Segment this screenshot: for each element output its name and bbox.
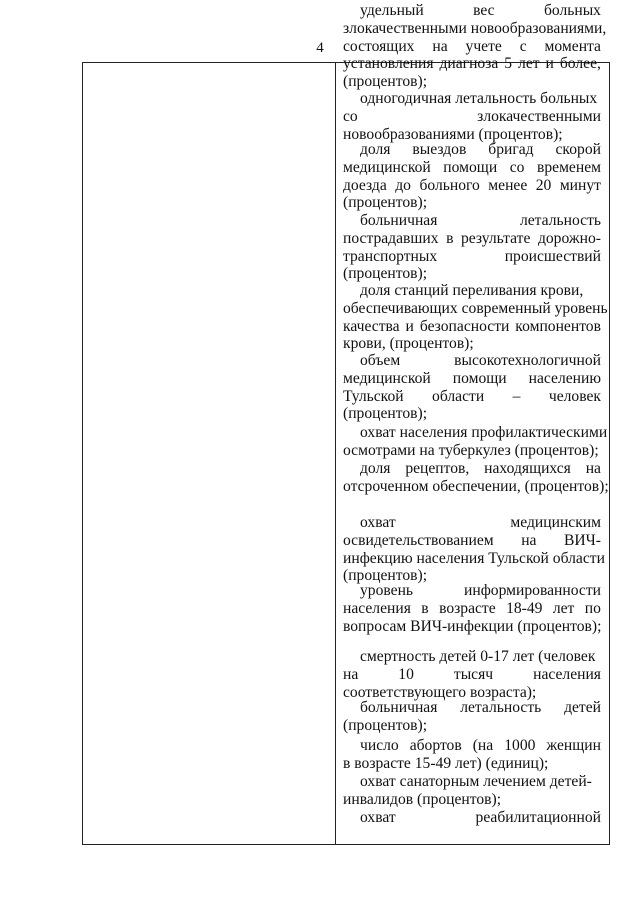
word: инфекцию населения Тульской области [343, 549, 605, 567]
word: охват населения профилактическими [360, 424, 608, 441]
text-line [343, 737, 601, 755]
text-line [343, 2, 601, 20]
word: со [343, 107, 358, 125]
indicator-item [343, 737, 601, 773]
word: отсроченном обеспечении, (процентов); [343, 477, 609, 495]
text-line [343, 717, 601, 735]
word: транспортных [343, 247, 438, 265]
word: и [405, 317, 414, 335]
indicator-item [343, 141, 601, 212]
word: компонентов [515, 317, 601, 335]
word: населению [528, 369, 601, 387]
word: охват [360, 514, 396, 531]
indicator-item [343, 648, 601, 701]
word: доля [360, 141, 391, 158]
word: новообразованиями (процентов); [343, 125, 563, 143]
word: соответствующего возраста); [343, 683, 537, 701]
word: объем [360, 352, 401, 369]
indicator-item [343, 514, 605, 585]
word: лет [518, 55, 540, 73]
text-line [343, 442, 601, 460]
word: момента [544, 37, 601, 55]
word: больничная [360, 699, 438, 716]
word: высокотехнологичной [454, 352, 601, 369]
word: 18-49 [506, 599, 543, 617]
word: освидетельствованием [343, 531, 494, 549]
text-line [343, 773, 601, 791]
word: на [432, 37, 448, 55]
indicator-item [343, 582, 601, 635]
word: инвалидов (процентов); [343, 790, 502, 808]
word: одногодичная летальность больных [360, 90, 598, 107]
word: женщин [546, 737, 601, 754]
text-line [343, 19, 607, 38]
word: доля [360, 460, 391, 477]
word: населения [343, 599, 411, 617]
word: помощи [443, 158, 498, 176]
text-line [343, 791, 601, 809]
word: выездов [412, 141, 467, 158]
indicator-item [343, 90, 601, 143]
word: (процентов); [343, 73, 428, 91]
text-line [343, 370, 601, 388]
text-line [343, 424, 608, 442]
word: число [360, 737, 399, 754]
text-line [343, 212, 601, 230]
word: осмотрами на туберкулез (процентов); [343, 441, 599, 459]
text-line [343, 666, 601, 684]
text-line [343, 699, 601, 717]
word: (на [472, 737, 494, 754]
word: возрасте [439, 599, 496, 617]
indicator-item [343, 460, 609, 496]
word: (процентов); [343, 265, 428, 283]
word: реабилитационной [475, 809, 601, 826]
text-line [343, 460, 601, 478]
word: доезда [343, 176, 387, 194]
word: более, [559, 55, 601, 73]
word: 1000 [504, 737, 536, 754]
word: доля станций переливания крови, [360, 282, 584, 299]
text-line [343, 600, 601, 618]
word: временем [536, 158, 601, 176]
word: вопросам ВИЧ-инфекции (процентов); [343, 617, 602, 635]
word: рецептов, [405, 460, 470, 477]
text-line [343, 108, 601, 126]
word: состоящих [343, 37, 415, 55]
text-line [343, 755, 601, 773]
text-line [343, 648, 601, 666]
word: ВИЧ- [564, 531, 601, 549]
text-line [343, 582, 601, 600]
word: обеспечивающих современный уровень [343, 299, 608, 317]
indicator-item [343, 212, 601, 283]
text-line [343, 809, 601, 827]
word: качества [343, 317, 400, 335]
word: охват [360, 809, 396, 826]
indicator-item [343, 2, 607, 91]
document-table [82, 2, 610, 845]
word: бригад [488, 141, 534, 158]
word: Тульской [343, 387, 404, 405]
word: (процентов); [343, 567, 428, 585]
table-column-left [83, 63, 336, 844]
word: в возрасте 15-49 лет) (единиц); [343, 754, 549, 772]
word: помощи [452, 369, 507, 387]
text-line [343, 141, 601, 159]
word: установления [343, 55, 434, 73]
word: 20 [535, 176, 552, 194]
text-line [343, 73, 601, 91]
page-number: 4 [316, 40, 324, 56]
indicator-item [343, 699, 601, 735]
word: уровень [360, 582, 414, 599]
word: смертность детей 0-17 лет (человек [360, 648, 596, 665]
word: минут [559, 176, 601, 194]
word: удельный [360, 2, 424, 19]
word: диагноза [439, 55, 499, 73]
word: больного [419, 176, 480, 194]
word: в [446, 229, 454, 247]
text-line [343, 38, 601, 56]
word: (процентов); [343, 405, 428, 423]
word: лет [552, 599, 575, 617]
text-line [343, 352, 601, 370]
word: злокачественными [477, 107, 601, 125]
word: менее [488, 176, 528, 194]
word: на [343, 665, 359, 683]
word: по [584, 599, 601, 617]
word: до [395, 176, 411, 194]
word: пострадавших [343, 229, 439, 247]
word: безопасности [419, 317, 510, 335]
text-line [343, 159, 601, 177]
word: 10 [398, 665, 414, 683]
word: информированности [464, 582, 601, 599]
indicator-item [343, 773, 601, 809]
word: летальность [460, 699, 542, 716]
word: скорой [555, 141, 601, 158]
text-line [343, 514, 601, 532]
word: (процентов); [343, 194, 428, 212]
word: медицинской [343, 369, 431, 387]
word: в [421, 599, 429, 617]
text-line [343, 532, 601, 550]
word: и [545, 55, 554, 73]
word: крови, (процентов); [343, 335, 474, 353]
word: медицинским [510, 514, 601, 531]
word: находящихся [484, 460, 571, 477]
word: больничная [360, 212, 438, 229]
indicator-item [343, 282, 608, 353]
indicator-item [343, 352, 601, 423]
word: медицинской [343, 158, 431, 176]
text-line [343, 230, 601, 248]
word: (процентов); [343, 716, 428, 734]
word: детей [564, 699, 601, 716]
word: со [509, 158, 525, 176]
text-line [343, 477, 609, 496]
text-line [343, 405, 601, 423]
text-line [343, 55, 601, 73]
indicator-item [343, 424, 608, 460]
text-line [343, 282, 601, 300]
indicator-item [343, 809, 601, 827]
text-line [343, 248, 601, 266]
word: происшествий [504, 247, 601, 265]
word: дорожно- [537, 229, 601, 247]
text-line [343, 388, 601, 406]
word: человек [548, 387, 601, 405]
word: на [521, 531, 537, 549]
word: тысяч [453, 665, 494, 683]
text-line [343, 318, 601, 336]
text-line [343, 194, 601, 212]
text-line [343, 177, 601, 195]
word: больных [543, 2, 601, 19]
text-line [343, 265, 601, 283]
word: – [512, 387, 521, 405]
word: на [585, 460, 601, 477]
word: вес [473, 2, 495, 19]
word: результате [460, 229, 531, 247]
word: с [519, 37, 527, 55]
word: 5 [504, 55, 513, 73]
table-column-right [336, 2, 609, 844]
text-line [343, 335, 601, 353]
text-line [343, 299, 608, 318]
word: летальность [519, 212, 601, 229]
word: учете [465, 37, 502, 55]
text-line [343, 549, 605, 568]
word: населения [533, 665, 601, 683]
text-line [343, 618, 601, 636]
word: злокачественными новообразованиями, [343, 19, 607, 37]
word: области [432, 387, 485, 405]
word: абортов [409, 737, 462, 754]
word: охват санаторным лечением детей- [360, 773, 592, 790]
text-line [343, 90, 601, 108]
